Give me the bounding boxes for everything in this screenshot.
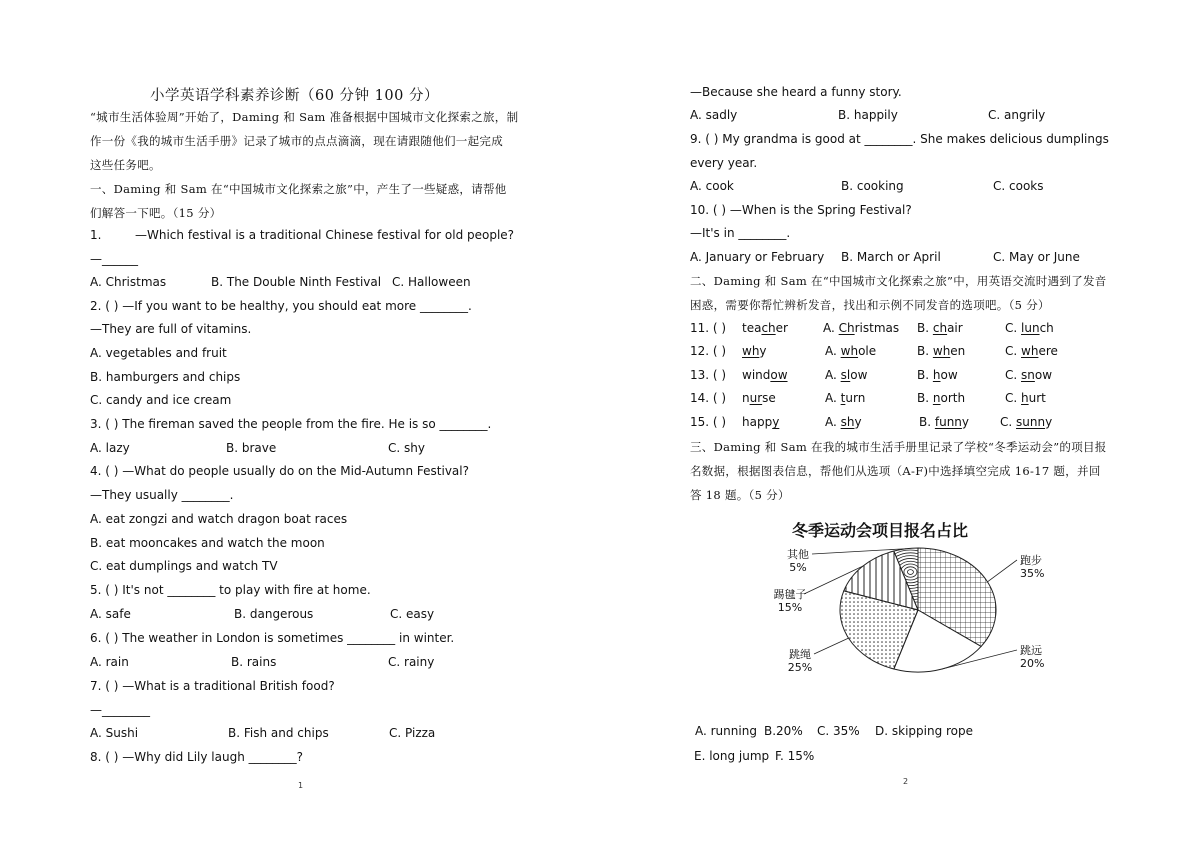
q5-option-a: A. safe xyxy=(90,607,131,621)
chart-title: 冬季运动会项目报名占比 xyxy=(791,521,969,540)
q8-option-a: A. sadly xyxy=(690,108,738,122)
option-f-15: F. 15% xyxy=(775,749,815,763)
phonics-number: 13. ( ) xyxy=(690,368,727,382)
pie-chart xyxy=(760,512,1090,682)
phonics-word: nurse xyxy=(742,391,776,405)
q3-option-a: A. lazy xyxy=(90,441,130,455)
q7-option-a: A. Sushi xyxy=(90,726,139,740)
phonics-option-c: C. snow xyxy=(1005,368,1053,382)
q2-option-c: C. candy and ice cream xyxy=(90,393,232,407)
pie-slice-value: 15% xyxy=(777,601,803,614)
q7-response: —________ xyxy=(90,703,150,717)
q3-option-b: B. brave xyxy=(226,441,277,455)
phonics-word: teacher xyxy=(742,321,788,335)
phonics-option-c: C. hurt xyxy=(1005,391,1046,405)
q5-question: 5. ( ) It's not ________ to play with fire at home. xyxy=(90,583,371,597)
q5-option-b: B. dangerous xyxy=(234,607,314,621)
pie-slice-label: 踢毽子 xyxy=(773,588,807,601)
intro-line-2: 作一份《我的城市生活手册》记录了城市的点点滴滴，现在请跟随他们一起完成 xyxy=(90,134,503,148)
q8-response: —Because she heard a funny story. xyxy=(690,85,902,99)
phonics-option-a: A. shy xyxy=(825,415,862,429)
q3-option-c: C. shy xyxy=(388,441,425,455)
pie-slice-label: 跳绳 xyxy=(789,648,811,661)
q4-option-a: A. eat zongzi and watch dragon boat races xyxy=(90,512,348,526)
intro-line-1: “城市生活体验周”开始了，Daming 和 Sam 准备根据中国城市文化探索之旅，制 xyxy=(90,110,519,124)
q6-option-a: A. rain xyxy=(90,655,129,669)
section-1-heading: 一、Daming 和 Sam 在“中国城市文化探索之旅”中，产生了一些疑惑，请帮他 xyxy=(90,182,507,196)
q9-option-b: B. cooking xyxy=(841,179,904,193)
intro-line-3: 这些任务吧。 xyxy=(90,158,161,172)
q4-option-b: B. eat mooncakes and watch the moon xyxy=(90,536,325,550)
phonics-option-b: B. when xyxy=(917,344,966,358)
q6-question: 6. ( ) The weather in London is sometimes ________ in winter. xyxy=(90,631,455,645)
pie-slice-label: 跳远 xyxy=(1020,644,1042,657)
section-3-heading-cont-2: 答 18 题。（5 分） xyxy=(690,488,790,502)
phonics-option-a: A. turn xyxy=(825,391,866,405)
q4-option-c: C. eat dumplings and watch TV xyxy=(90,559,278,573)
q9-option-a: A. cook xyxy=(690,179,734,193)
phonics-number: 11. ( ) xyxy=(690,321,727,335)
phonics-option-c: C. lunch xyxy=(1005,321,1054,335)
q9-option-c: C. cooks xyxy=(993,179,1044,193)
q1-number: 1. xyxy=(90,228,102,242)
q2-response: —They are full of vitamins. xyxy=(90,322,252,336)
section-2-heading: 二、Daming 和 Sam 在“中国城市文化探索之旅”中，用英语交流时遇到了发音 xyxy=(690,274,1107,288)
q8-option-b: B. happily xyxy=(838,108,898,122)
phonics-word: window xyxy=(742,368,788,382)
q1-option-b: B. The Double Ninth Festival xyxy=(211,275,382,289)
pie-slices xyxy=(840,542,996,672)
q10-option-a: A. January or February xyxy=(690,250,825,264)
pie-leader-line xyxy=(814,638,849,654)
q10-option-c: C. May or June xyxy=(993,250,1080,264)
pie-slice-value: 20% xyxy=(1020,657,1045,670)
q6-option-c: C. rainy xyxy=(388,655,435,669)
option-d-skipping-rope: D. skipping rope xyxy=(875,724,974,738)
phonics-option-c: C. sunny xyxy=(1000,415,1053,429)
q7-option-b: B. Fish and chips xyxy=(228,726,329,740)
q7-question: 7. ( ) —What is a traditional British food? xyxy=(90,679,335,693)
phonics-number: 15. ( ) xyxy=(690,415,727,429)
page-title: 小学英语学科素养诊断（60 分钟 100 分） xyxy=(150,88,439,104)
q1-option-c: C. Halloween xyxy=(392,275,471,289)
phonics-option-b: B. chair xyxy=(917,321,963,335)
option-c-35: C. 35% xyxy=(817,724,860,738)
section-1-heading-cont: 们解答一下吧。（15 分） xyxy=(90,206,222,220)
pie-leader-line xyxy=(987,560,1017,582)
option-b-20: B.20% xyxy=(764,724,803,738)
phonics-option-c: C. where xyxy=(1005,344,1058,358)
pie-slice-label: 其他 xyxy=(787,548,809,561)
q2-question: 2. ( ) —If you want to be healthy, you should eat more ________. xyxy=(90,299,472,313)
q8-question: 8. ( ) —Why did Lily laugh ________? xyxy=(90,750,303,764)
phonics-option-b: B. north xyxy=(917,391,966,405)
phonics-number: 12. ( ) xyxy=(690,344,727,358)
q6-option-b: B. rains xyxy=(231,655,277,669)
phonics-option-b: B. how xyxy=(917,368,958,382)
q5-option-c: C. easy xyxy=(390,607,435,621)
q1-question: —Which festival is a traditional Chinese festival for old people? xyxy=(135,228,515,242)
phonics-option-a: A. slow xyxy=(825,368,868,382)
q10-question: 10. ( ) —When is the Spring Festival? xyxy=(690,203,912,217)
pie-slice-label: 跑步 xyxy=(1020,554,1042,567)
q1-answer-line: —______ xyxy=(90,252,138,266)
section-3-heading-cont: 名数据，根据图表信息，帮他们从选项（A-F)中选择填空完成 16-17 题，并回 xyxy=(690,464,1101,478)
q2-option-a: A. vegetables and fruit xyxy=(90,346,227,360)
page-number-1: 1 xyxy=(298,781,304,790)
phonics-option-a: A. Christmas xyxy=(823,321,900,335)
option-e-long-jump: E. long jump xyxy=(694,749,770,763)
pie-slice-value: 25% xyxy=(787,661,813,674)
q3-question: 3. ( ) The fireman saved the people from the fire. He is so ________. xyxy=(90,417,492,431)
q1-option-a: A. Christmas xyxy=(90,275,167,289)
section-2-heading-cont: 困惑，需要你帮忙辨析发音，找出和示例不同发音的选项吧。（5 分） xyxy=(690,298,1050,312)
section-3-heading: 三、Daming 和 Sam 在我的城市生活手册里记录了学校“冬季运动会”的项目报 xyxy=(690,440,1107,454)
phonics-option-a: A. whole xyxy=(825,344,877,358)
q10-option-b: B. March or April xyxy=(841,250,941,264)
q2-option-b: B. hamburgers and chips xyxy=(90,370,241,384)
pie-slice-value: 35% xyxy=(1020,567,1045,580)
phonics-word: why xyxy=(742,344,767,358)
option-a-running: A. running xyxy=(695,724,757,738)
q4-question: 4. ( ) —What do people usually do on the Mid-Autumn Festival? xyxy=(90,464,469,478)
phonics-word: happy xyxy=(742,415,780,429)
q10-response: —It's in ________. xyxy=(690,226,791,240)
page-number-2: 2 xyxy=(903,777,909,786)
phonics-number: 14. ( ) xyxy=(690,391,727,405)
phonics-option-b: B. funny xyxy=(919,415,970,429)
q8-option-c: C. angrily xyxy=(988,108,1046,122)
q9-question-cont: every year. xyxy=(690,156,758,170)
q7-option-c: C. Pizza xyxy=(389,726,436,740)
q4-response: —They usually ________. xyxy=(90,488,234,502)
q9-question: 9. ( ) My grandma is good at ________. She makes delicious dumplings xyxy=(690,132,1109,146)
pie-slice-value: 5% xyxy=(789,561,807,574)
